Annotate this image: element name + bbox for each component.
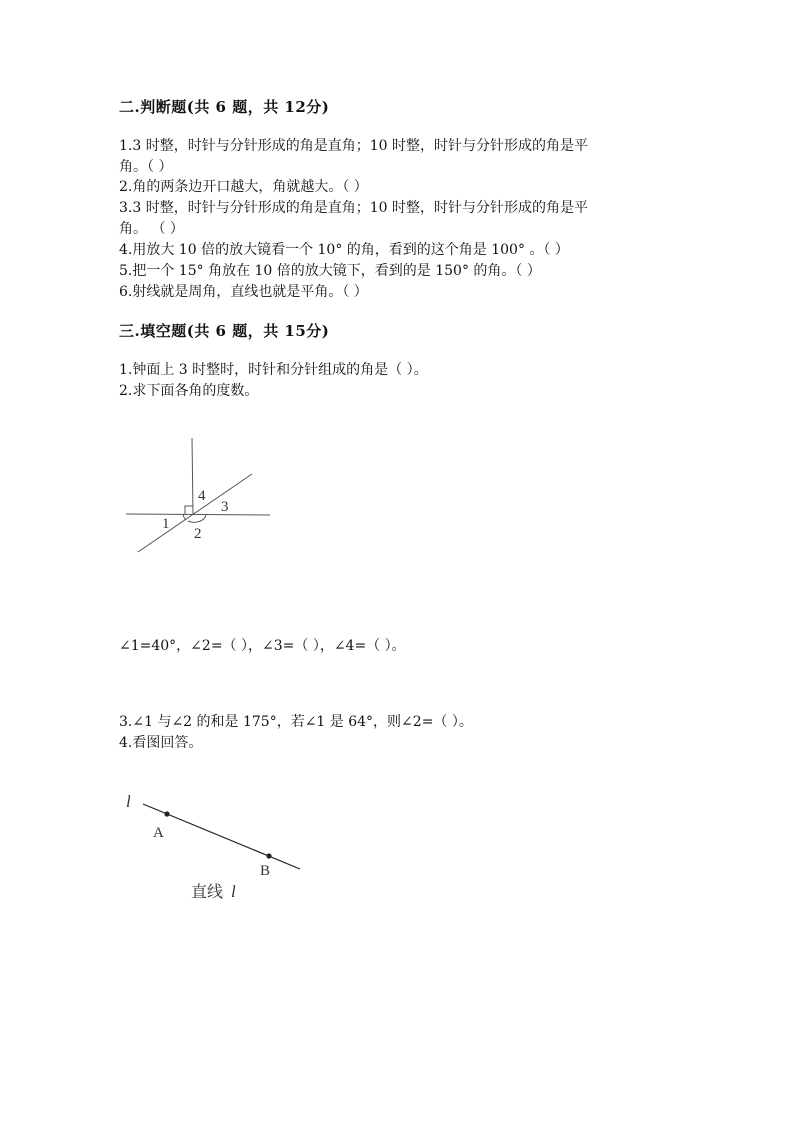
line-figure bbox=[120, 785, 320, 905]
horizontal-line bbox=[126, 514, 270, 515]
point-b-label: B bbox=[260, 863, 271, 879]
judge-question-3-continued: 角。 （ ） bbox=[119, 221, 184, 237]
fill-question-3: 3.∠1 与∠2 的和是 175°，若∠1 是 64°，则∠2=（ ）。 bbox=[119, 714, 473, 730]
point-a-dot bbox=[164, 811, 169, 816]
judge-question-6: 6.射线就是周角，直线也就是平角。（ ） bbox=[119, 284, 368, 300]
vertical-ray bbox=[192, 438, 193, 514]
point-a-label: A bbox=[153, 825, 164, 841]
fill-question-2-answer: ∠1=40°，∠2=（ ），∠3=（ ），∠4=（ ）。 bbox=[119, 638, 406, 654]
judge-question-5: 5.把一个 15° 角放在 10 倍的放大镜下，看到的是 150° 的角。（ ） bbox=[119, 263, 541, 279]
angle-label-3: 3 bbox=[221, 499, 229, 515]
right-angle-mark bbox=[185, 506, 193, 514]
angle-label-2: 2 bbox=[194, 526, 202, 542]
line-label-l: l bbox=[126, 792, 131, 811]
point-b-dot bbox=[266, 853, 271, 858]
angle-figure bbox=[120, 430, 280, 565]
angle-label-4: 4 bbox=[198, 488, 206, 504]
judge-question-1-continued: 角。（ ） bbox=[119, 159, 173, 175]
line-caption-var: l bbox=[231, 882, 236, 901]
line-caption: 直线 bbox=[191, 884, 224, 901]
section-2-title: 二.判断题(共 6 题，共 12分) bbox=[119, 98, 330, 116]
fill-question-4: 4.看图回答。 bbox=[119, 735, 203, 751]
judge-question-3: 3.3 时整，时针与分针形成的角是直角；10 时整，时针与分针形成的角是平 bbox=[119, 200, 588, 216]
fill-question-1: 1.钟面上 3 时整时，时针和分针组成的角是（ ）。 bbox=[119, 362, 428, 378]
judge-question-1: 1.3 时整，时针与分针形成的角是直角；10 时整，时针与分针形成的角是平 bbox=[119, 138, 588, 154]
judge-question-4: 4.用放大 10 倍的放大镜看一个 10° 的角，看到的这个角是 100° 。（ ） bbox=[119, 242, 569, 258]
section-3-title: 三.填空题(共 6 题，共 15分) bbox=[119, 322, 330, 340]
judge-question-2: 2.角的两条边开口越大，角就越大。（ ） bbox=[119, 179, 368, 195]
angle-label-1: 1 bbox=[162, 516, 170, 532]
fill-question-2: 2.求下面各角的度数。 bbox=[119, 383, 259, 399]
